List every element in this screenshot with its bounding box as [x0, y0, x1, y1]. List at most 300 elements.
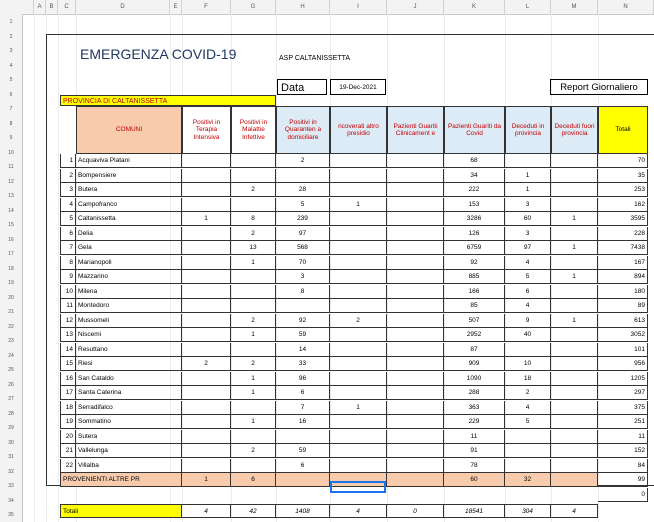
cell-gc[interactable]	[387, 459, 444, 473]
cell-gc[interactable]	[387, 227, 444, 241]
row-header-26[interactable]: 26	[8, 381, 14, 388]
cell-name[interactable]: Mazzarino	[76, 270, 182, 284]
cell-tot[interactable]: 1205	[598, 372, 648, 386]
report-label[interactable]: Report Giornaliero	[550, 79, 648, 95]
header-clinicamente[interactable]: Pazienti Guariti Clinicament e	[387, 106, 444, 154]
row-header-7[interactable]: 7	[9, 106, 13, 112]
cell-name[interactable]: Riesi	[76, 357, 182, 371]
cell-name[interactable]: Milena	[76, 285, 182, 299]
cell-qd[interactable]: 16	[276, 415, 330, 429]
cell-df[interactable]	[551, 357, 598, 371]
cell-gv[interactable]: 6759	[444, 241, 505, 255]
cell-di[interactable]: 1	[505, 169, 551, 183]
column-header-a[interactable]: A	[34, 0, 46, 14]
row-header-34[interactable]: 34	[8, 497, 14, 504]
cell-name[interactable]: PROVENIENTI ALTRE PR	[60, 473, 182, 487]
cell-di[interactable]: 4	[505, 401, 551, 415]
cell-ra[interactable]: 1	[330, 198, 387, 212]
cell-name[interactable]: Resuttano	[76, 343, 182, 357]
row-header-27[interactable]: 27	[8, 396, 14, 402]
row-header-1[interactable]: 1	[9, 19, 13, 25]
cell-ra[interactable]	[330, 357, 387, 371]
header-totali[interactable]: Totali	[598, 106, 648, 154]
row-header-20[interactable]: 20	[8, 294, 14, 301]
header-comuni[interactable]: COMUNI	[76, 106, 182, 154]
cell-gv[interactable]: 87	[444, 343, 505, 357]
cell-gv[interactable]: 2952	[444, 328, 505, 342]
cell-di[interactable]: 5	[505, 415, 551, 429]
cell-name[interactable]: Butera	[76, 183, 182, 197]
cell-mi[interactable]	[231, 430, 276, 444]
cell-name[interactable]: San Cataldo	[76, 372, 182, 386]
cell-name[interactable]: Caltanissetta	[76, 212, 182, 226]
cell-tot[interactable]: 70	[598, 154, 648, 168]
cell-qd[interactable]	[276, 473, 330, 487]
cell-ti[interactable]	[182, 386, 231, 400]
row-header-35[interactable]: 35	[8, 512, 14, 518]
cell-mi[interactable]	[231, 459, 276, 473]
row-header-23[interactable]: 23	[8, 338, 14, 344]
cell-ti[interactable]	[182, 169, 231, 183]
cell-qd[interactable]: 59	[276, 328, 330, 342]
cell-df[interactable]	[551, 386, 598, 400]
row-header-28[interactable]: 28	[8, 410, 14, 417]
row-header-13[interactable]: 13	[8, 193, 14, 199]
row-header-24[interactable]: 24	[8, 352, 14, 359]
cell-di[interactable]: 40	[505, 328, 551, 342]
row-header-25[interactable]: 25	[8, 367, 14, 373]
cell-name[interactable]: Serradifalco	[76, 401, 182, 415]
cell-qd[interactable]	[276, 169, 330, 183]
cell-di[interactable]	[505, 430, 551, 444]
cell-n[interactable]: 18	[60, 401, 76, 415]
cell-ra[interactable]	[330, 444, 387, 458]
cell-qd[interactable]: 6	[276, 386, 330, 400]
cell-qd[interactable]: 14	[276, 343, 330, 357]
row-header-31[interactable]: 31	[8, 454, 14, 460]
cell-n[interactable]: 16	[60, 372, 76, 386]
cell-df[interactable]	[551, 328, 598, 342]
cell-mi[interactable]: 2	[231, 183, 276, 197]
cell-n[interactable]: 21	[60, 444, 76, 458]
total-di[interactable]: 304	[505, 504, 551, 518]
cell-tot[interactable]: 251	[598, 415, 648, 429]
row-header-14[interactable]: 14	[8, 207, 14, 214]
cell-n[interactable]: 3	[60, 183, 76, 197]
cell-gc[interactable]	[387, 386, 444, 400]
cell-n[interactable]: 8	[60, 256, 76, 270]
header-ricoverati[interactable]: ricoverati altro presidio	[330, 106, 387, 154]
cell-df[interactable]: 1	[551, 270, 598, 284]
row-header-18[interactable]: 18	[8, 265, 14, 272]
cell-n[interactable]: 9	[60, 270, 76, 284]
cell-name[interactable]: Mussomeli	[76, 314, 182, 328]
cell-gv[interactable]: 288	[444, 386, 505, 400]
column-header-b[interactable]: B	[46, 0, 58, 14]
cell-tot[interactable]: 253	[598, 183, 648, 197]
cell-ra[interactable]: 1	[330, 401, 387, 415]
cell-name[interactable]: Delia	[76, 227, 182, 241]
cell-df[interactable]	[551, 154, 598, 168]
cell-ti[interactable]	[182, 328, 231, 342]
cell-tot[interactable]: 11	[598, 430, 648, 444]
cell-gc[interactable]	[387, 473, 444, 487]
total-ra[interactable]: 4	[330, 504, 387, 518]
cell-gc[interactable]	[387, 415, 444, 429]
cell-di[interactable]: 9	[505, 314, 551, 328]
cell-qd[interactable]: 239	[276, 212, 330, 226]
cell-df[interactable]	[551, 299, 598, 313]
cell-qd[interactable]: 28	[276, 183, 330, 197]
cell-tot[interactable]: 101	[598, 343, 648, 357]
cell-ra[interactable]	[330, 154, 387, 168]
cell-gv[interactable]: 3286	[444, 212, 505, 226]
cell-n[interactable]: 4	[60, 198, 76, 212]
header-terapia[interactable]: Positivi in Terapia Intensiva	[182, 106, 231, 154]
cell-gc[interactable]	[387, 401, 444, 415]
cell-mi[interactable]: 1	[231, 372, 276, 386]
cell-mi[interactable]: 2	[231, 227, 276, 241]
cell-qd[interactable]: 8	[276, 285, 330, 299]
row-header-10[interactable]: 10	[8, 149, 14, 156]
cell-df[interactable]	[551, 256, 598, 270]
row-header-9[interactable]: 9	[9, 135, 13, 141]
cell-ti[interactable]	[182, 183, 231, 197]
cell-qd[interactable]: 96	[276, 372, 330, 386]
cell-ti[interactable]	[182, 227, 231, 241]
cell-n[interactable]: 2	[60, 169, 76, 183]
cell-ra[interactable]	[330, 328, 387, 342]
header-deceduti-in[interactable]: Deceduti in provincia	[505, 106, 551, 154]
row-header-8[interactable]: 8	[9, 120, 13, 127]
cell-gv[interactable]: 885	[444, 270, 505, 284]
cell-gc[interactable]	[387, 328, 444, 342]
cell-ti[interactable]	[182, 401, 231, 415]
cell-gv[interactable]: 92	[444, 256, 505, 270]
row-header-4[interactable]: 4	[9, 62, 13, 69]
cell-mi[interactable]	[231, 169, 276, 183]
cell-df[interactable]	[551, 401, 598, 415]
cell-ti[interactable]	[182, 270, 231, 284]
column-header-d[interactable]: D	[76, 0, 170, 14]
cell-name[interactable]: Campofranco	[76, 198, 182, 212]
cell-di[interactable]: 1	[505, 183, 551, 197]
cell-gc[interactable]	[387, 444, 444, 458]
cell-qd[interactable]: 92	[276, 314, 330, 328]
cell-di[interactable]: 97	[505, 241, 551, 255]
cell-ra[interactable]	[330, 270, 387, 284]
column-header-i[interactable]: I	[330, 0, 387, 14]
column-header-k[interactable]: K	[444, 0, 505, 14]
cell-tot[interactable]: 89	[598, 299, 648, 313]
cell-gv[interactable]: 60	[444, 473, 505, 487]
cell-ti[interactable]	[182, 444, 231, 458]
cell-mi[interactable]	[231, 343, 276, 357]
cell-df[interactable]: 1	[551, 314, 598, 328]
cell-df[interactable]	[551, 343, 598, 357]
column-header-n[interactable]: N	[598, 0, 654, 14]
cell-ti[interactable]	[182, 415, 231, 429]
cell-ra[interactable]	[330, 227, 387, 241]
cell-di[interactable]: 3	[505, 227, 551, 241]
cell-ra[interactable]	[330, 299, 387, 313]
cell-mi[interactable]	[231, 299, 276, 313]
cell-df[interactable]: 1	[551, 241, 598, 255]
cell-gc[interactable]	[387, 343, 444, 357]
date-label[interactable]: Data	[277, 79, 327, 95]
cell-n[interactable]: 19	[60, 415, 76, 429]
cell-di[interactable]: 18	[505, 372, 551, 386]
cell-qd[interactable]: 6	[276, 459, 330, 473]
cell-ra[interactable]	[330, 415, 387, 429]
total-mi[interactable]: 42	[231, 504, 276, 518]
total-ti[interactable]: 4	[182, 504, 231, 518]
cell-n[interactable]: 22	[60, 459, 76, 473]
row-header-17[interactable]: 17	[8, 251, 14, 257]
total-qd[interactable]: 1408	[276, 504, 330, 518]
cell-di[interactable]: 10	[505, 357, 551, 371]
column-header-c[interactable]: C	[58, 0, 76, 14]
cell-di[interactable]: 4	[505, 256, 551, 270]
cell-name[interactable]: Sutera	[76, 430, 182, 444]
cell-gv[interactable]: 363	[444, 401, 505, 415]
cell-tot[interactable]: 228	[598, 227, 648, 241]
total-gc[interactable]: 0	[387, 504, 444, 518]
cell-gc[interactable]	[387, 169, 444, 183]
cell-ra[interactable]	[330, 212, 387, 226]
cell-ra[interactable]	[330, 285, 387, 299]
cell-mi[interactable]	[231, 285, 276, 299]
cell-gv[interactable]: 85	[444, 299, 505, 313]
cell-ra[interactable]	[330, 372, 387, 386]
cell-di[interactable]: 5	[505, 270, 551, 284]
cell-gc[interactable]	[387, 241, 444, 255]
cell-tot[interactable]: 35	[598, 169, 648, 183]
cell-gv[interactable]: 222	[444, 183, 505, 197]
column-header-corner[interactable]	[22, 0, 34, 14]
cell-mi[interactable]: 1	[231, 415, 276, 429]
row-header-19[interactable]: 19	[8, 280, 14, 286]
cell-di[interactable]: 4	[505, 299, 551, 313]
cell-ti[interactable]	[182, 198, 231, 212]
cell-tot[interactable]: 7438	[598, 241, 648, 255]
cell-ra[interactable]	[330, 241, 387, 255]
cell-mi[interactable]	[231, 270, 276, 284]
cell-ti[interactable]: 1	[182, 473, 231, 487]
cell-qd[interactable]: 97	[276, 227, 330, 241]
cell-gc[interactable]	[387, 256, 444, 270]
cell-mi[interactable]: 8	[231, 212, 276, 226]
cell-df[interactable]	[551, 459, 598, 473]
cell-qd[interactable]	[276, 299, 330, 313]
cell-name[interactable]: Niscemi	[76, 328, 182, 342]
cell-df[interactable]	[551, 285, 598, 299]
cell-gc[interactable]	[387, 314, 444, 328]
cell-gv[interactable]: 153	[444, 198, 505, 212]
cell-ti[interactable]: 2	[182, 357, 231, 371]
cell-mi[interactable]: 2	[231, 444, 276, 458]
row-header-12[interactable]: 12	[8, 178, 14, 185]
cell-tot[interactable]: 180	[598, 285, 648, 299]
cell-gc[interactable]	[387, 357, 444, 371]
cell-gv[interactable]: 909	[444, 357, 505, 371]
cell-mi[interactable]: 2	[231, 357, 276, 371]
cell-mi[interactable]: 1	[231, 256, 276, 270]
cell-n[interactable]: 14	[60, 343, 76, 357]
cell-ra[interactable]: 2	[330, 314, 387, 328]
cell-gv[interactable]: 11	[444, 430, 505, 444]
total-df[interactable]: 4	[551, 504, 598, 518]
cell-ti[interactable]: 1	[182, 212, 231, 226]
row-header-15[interactable]: 15	[8, 222, 14, 228]
cell-tot[interactable]: 167	[598, 256, 648, 270]
cell-qd[interactable]: 70	[276, 256, 330, 270]
column-header-l[interactable]: L	[505, 0, 551, 14]
cell-qd[interactable]: 3	[276, 270, 330, 284]
cell-name[interactable]: Acquaviva Platani	[76, 154, 182, 168]
cell-df[interactable]	[551, 430, 598, 444]
cell-ra[interactable]	[330, 459, 387, 473]
column-header-j[interactable]: J	[387, 0, 444, 14]
total-gv[interactable]: 18541	[444, 504, 505, 518]
cell-tot[interactable]: 613	[598, 314, 648, 328]
row-header-16[interactable]: 16	[8, 236, 14, 243]
cell-name[interactable]: Villalba	[76, 459, 182, 473]
cell-df[interactable]	[551, 444, 598, 458]
cell-di[interactable]	[505, 459, 551, 473]
header-malattie[interactable]: Positivi in Malattie Infettive	[231, 106, 276, 154]
cell-qd[interactable]: 7	[276, 401, 330, 415]
cell-ti[interactable]	[182, 299, 231, 313]
column-header-m[interactable]: M	[551, 0, 598, 14]
cell-mi[interactable]	[231, 401, 276, 415]
cell-gv[interactable]: 68	[444, 154, 505, 168]
cell-n[interactable]: 1	[60, 154, 76, 168]
cell-mi[interactable]: 13	[231, 241, 276, 255]
cell-tot[interactable]: 84	[598, 459, 648, 473]
cell-n[interactable]: 17	[60, 386, 76, 400]
cell-n[interactable]: 13	[60, 328, 76, 342]
cell-n[interactable]: 6	[60, 227, 76, 241]
cell-name[interactable]: Santa Caterina	[76, 386, 182, 400]
column-header-g[interactable]: G	[231, 0, 276, 14]
cell-gc[interactable]	[387, 154, 444, 168]
cell-qd[interactable]: 568	[276, 241, 330, 255]
cell-name[interactable]: Gela	[76, 241, 182, 255]
cell-df[interactable]	[551, 183, 598, 197]
header-guariti[interactable]: Pazienti Guariti da Covid	[444, 106, 505, 154]
cell-ra[interactable]	[330, 169, 387, 183]
cell-tot[interactable]: 375	[598, 401, 648, 415]
cell-gc[interactable]	[387, 285, 444, 299]
cell-gc[interactable]	[387, 212, 444, 226]
cell-n[interactable]: 15	[60, 357, 76, 371]
date-value[interactable]: 19-Dec-2021	[330, 79, 386, 95]
cell-di[interactable]: 32	[505, 473, 551, 487]
cell-tot[interactable]: 0	[598, 488, 648, 502]
row-header-6[interactable]: 6	[9, 91, 13, 98]
cell-mi[interactable]	[231, 154, 276, 168]
cell-gv[interactable]: 78	[444, 459, 505, 473]
cell-tot[interactable]: 297	[598, 386, 648, 400]
cell-ti[interactable]	[182, 430, 231, 444]
column-header-f[interactable]: F	[182, 0, 231, 14]
row-header-11[interactable]: 11	[8, 164, 14, 170]
header-quarantena[interactable]: Positivi in Quaranten a domiciliare	[276, 106, 330, 154]
cell-df[interactable]	[551, 227, 598, 241]
column-header-e[interactable]: E	[170, 0, 182, 14]
cell-tot[interactable]: 956	[598, 357, 648, 371]
cell-gc[interactable]	[387, 430, 444, 444]
cell-df[interactable]	[551, 198, 598, 212]
cell-di[interactable]: 60	[505, 212, 551, 226]
cell-ra[interactable]	[330, 343, 387, 357]
cell-gv[interactable]: 507	[444, 314, 505, 328]
cell-n[interactable]: 7	[60, 241, 76, 255]
cell-qd[interactable]: 33	[276, 357, 330, 371]
cell-qd[interactable]	[276, 430, 330, 444]
cell-ra[interactable]	[330, 256, 387, 270]
row-header-29[interactable]: 29	[8, 425, 14, 431]
cell-qd[interactable]: 5	[276, 198, 330, 212]
cell-ti[interactable]	[182, 154, 231, 168]
cell-df[interactable]: 1	[551, 212, 598, 226]
cell-n[interactable]: 12	[60, 314, 76, 328]
row-header-21[interactable]: 21	[8, 309, 14, 315]
cell-ti[interactable]	[182, 241, 231, 255]
cell-name[interactable]: Montedoro	[76, 299, 182, 313]
cell-df[interactable]	[551, 169, 598, 183]
cell-ra[interactable]	[330, 430, 387, 444]
cell-gc[interactable]	[387, 299, 444, 313]
cell-gv[interactable]: 91	[444, 444, 505, 458]
row-header-22[interactable]: 22	[8, 323, 14, 330]
cell-tot[interactable]: 152	[598, 444, 648, 458]
column-header-h[interactable]: H	[276, 0, 330, 14]
cell-df[interactable]	[551, 372, 598, 386]
cell-ti[interactable]	[182, 285, 231, 299]
cell-ti[interactable]	[182, 256, 231, 270]
cell-ti[interactable]	[182, 343, 231, 357]
selected-cell[interactable]	[330, 481, 386, 493]
province-label[interactable]: PROVINCIA DI CALTANISSETTA	[60, 95, 276, 106]
cell-ra[interactable]	[330, 183, 387, 197]
cell-gv[interactable]: 1090	[444, 372, 505, 386]
cell-di[interactable]: 6	[505, 285, 551, 299]
cell-mi[interactable]	[231, 198, 276, 212]
cell-n[interactable]: 10	[60, 285, 76, 299]
cell-df[interactable]	[551, 473, 598, 487]
row-header-32[interactable]: 32	[8, 468, 14, 475]
cell-n[interactable]: 5	[60, 212, 76, 226]
cell-tot[interactable]: 3595	[598, 212, 648, 226]
cell-gv[interactable]: 229	[444, 415, 505, 429]
cell-di[interactable]	[505, 343, 551, 357]
cell-di[interactable]: 3	[505, 198, 551, 212]
cell-mi[interactable]: 6	[231, 473, 276, 487]
cell-n[interactable]: 11	[60, 299, 76, 313]
cell-ra[interactable]	[330, 386, 387, 400]
cell-name[interactable]: Sommatino	[76, 415, 182, 429]
cell-gc[interactable]	[387, 372, 444, 386]
cell-name[interactable]: Bompensiere	[76, 169, 182, 183]
cell-gc[interactable]	[387, 198, 444, 212]
cell-name[interactable]: Vallelunga	[76, 444, 182, 458]
cell-gv[interactable]: 166	[444, 285, 505, 299]
row-header-5[interactable]: 5	[9, 77, 13, 83]
row-header-33[interactable]: 33	[8, 483, 14, 489]
cell-mi[interactable]: 2	[231, 314, 276, 328]
